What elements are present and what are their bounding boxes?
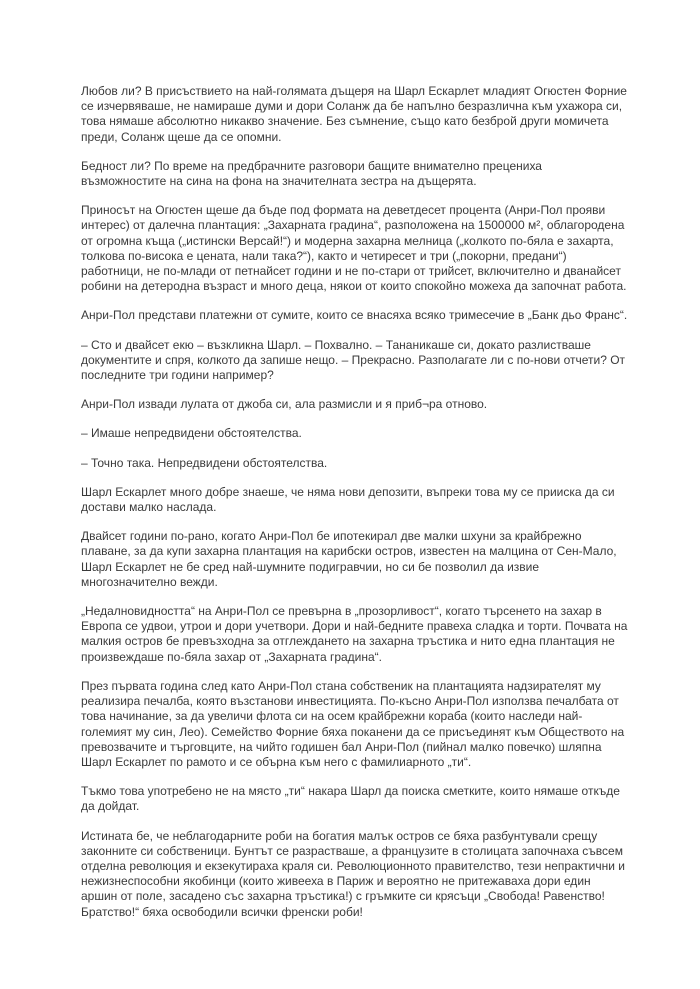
paragraph: Бедност ли? По време на предбрачните разговори бащите внимателно прецениха възможностите на сина на фона на значителната зестра на дъщерята. (81, 158, 542, 189)
paragraph: Приносът на Огюстен щеше да бъде под формата на деветдесет процента (Анри-Пол прояви интерес) от далечна плантация: „Захарната градина“, разположена на 1500000 м², облагородена от огромна къща („истински Версай!“) и модерна захарна мелница („колкото по-бяла е захарта, толкова по-висока е цената, нали така?“), както и четиресет и три („покорни, предани“) работници, не по-млади от петнайсет години и не по-стари от трийсет, включително и дванайсет робини на детеродна възраст и много деца, някои от които спокойно можеха да започнат работа. (81, 203, 627, 294)
paragraph: Двайсет години по-рано, когато Анри-Пол бе ипотекирал две малки шхуни за крайбрежно плаване, за да купи захарна плантация на карибски остров, известен на малцина от Сен-Мало, Шарл Ескарлет не бе сред най-шумните подигравчии, но си бе позволил да извие многозначително вежди. (81, 529, 617, 589)
body-text (81, 84, 629, 934)
paragraph: През първата година след като Анри-Пол стана собственик на плантацията надзирателят му реализира печалба, която възстанови инвестицията. По-късно Анри-Пол използва печалбата от това начинание, за да увеличи флота си на осем крайбрежни кораба (които наследи най-големият му син, Лео). Семейство Форние бяха поканени да се присъединят към Обществото на превозвачите и търговците, на чийто годишен бал Анри-Пол (пийнал малко повечко) шляпна Шарл Ескарлет по рамото и се обърна към него с фамилиарното „ти“. (81, 678, 625, 769)
dialogue-paragraph: – Сто и двайсет екю – възкликна Шарл. – Похвално. – Тананикаше си, докато разлистваше документите и спря, колкото да запише нещо. – Прекрасно. Разполагате ли с по-нови отчети? От последните три години например? (81, 337, 626, 383)
paragraph: „Недалновидността“ на Анри-Пол се превърна в „прозорливост“, когато търсенето на захар в Европа се удвои, утрои и дори учетвори. Дори и най-бедните правеха сладка и торти. Почвата на малкия остров бе превъзходна за отглеждането на захарна тръстика и нито една плантация не произвеждаше по-бяла захар от „Захарната градина“. (81, 604, 628, 664)
paragraph: Тъкмо това употребено не на място „ти“ накара Шарл да поиска сметките, които нямаше откъде да дойдат. (81, 784, 620, 814)
dialogue-paragraph: – Имаше непредвидени обстоятелства. (81, 426, 302, 441)
paragraph: Анри-Пол извади лулата от джоба си, ала размисли и я приб¬ра отново. (81, 397, 488, 412)
paragraph: Истината бе, че неблагодарните роби на богатия малък остров се бяха разбунтували срещу законните си собственици. Бунтът се разрастваше, а французите в столицата започнаха съвсем отделна революция и екзекутираха краля си. Революционното правителство, тези непрактични и нежизнеспособни якобинци (които живееха в Париж и вероятно не притежаваха дори един аршин от поле, засадено със захарна тръстика!) с гръмките си крясъци „Свобода! Равенство! Братство!“ бяха освободили всички френски роби! (81, 828, 625, 919)
paragraph: Анри-Пол представи платежни от сумите, които се внасяха всяко тримесечие в „Банк дьо Франс“. (81, 308, 628, 323)
paragraph: Любов ли? В присъствието на най-голямата дъщеря на Шарл Ескарлет младият Огюстен Форние се изчервяваше, не намираше думи и дори Соланж да бе напълно безразлична към ухажора си, това нямаше абсолютно никакво значение. Без съмнение, също като безброй други момичета преди, Соланж щеше да се опомни. (81, 84, 627, 144)
paragraph: Шарл Ескарлет много добре знаеше, че няма нови депозити, въпреки това му се прииска да си достави малко наслада. (81, 484, 615, 515)
dialogue-paragraph: – Точно така. Непредвидени обстоятелства. (81, 455, 328, 470)
